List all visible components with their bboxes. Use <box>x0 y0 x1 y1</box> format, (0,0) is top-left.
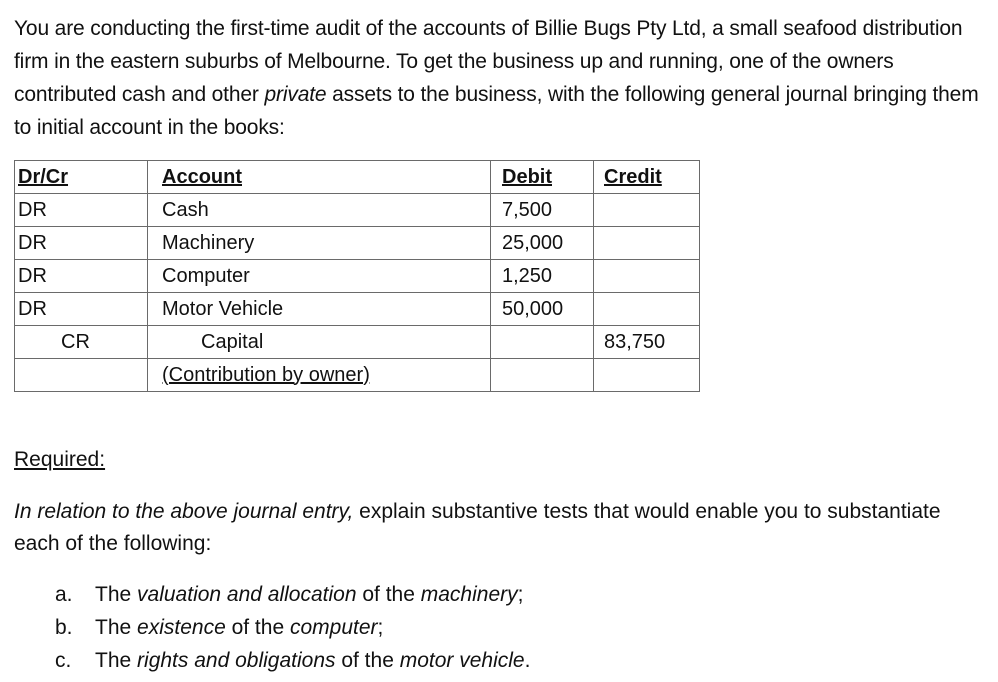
cell-drcr: DR <box>15 260 148 293</box>
cell-drcr: DR <box>15 227 148 260</box>
question-parts-list <box>55 578 530 677</box>
intro-text-2: assets to the business, with the following general journal bringing them to initial account in the books: <box>14 83 979 139</box>
part-text: of the <box>356 583 421 606</box>
intro-text-1: You are conducting the first-time audit of the accounts of Billie Bugs Pty Ltd, a small seafood distribution firm in the eastern suburbs of Melbourne. To get the business up and running, one of the owners contributed cash and other <box>14 17 963 106</box>
cell-drcr: CR <box>15 326 148 359</box>
part-emphasis: machinery <box>420 583 518 606</box>
cell-debit <box>491 326 594 359</box>
cell-account: Cash <box>148 194 491 227</box>
cell-debit <box>491 359 594 392</box>
part-text: The <box>95 616 138 639</box>
list-item <box>55 644 530 677</box>
cell-account: Capital <box>148 326 491 359</box>
cell-drcr <box>15 359 148 392</box>
journal-row <box>15 326 700 359</box>
question-rest: explain substantive tests that would enable you to substantiate each of the following: <box>14 500 941 555</box>
part-emphasis: existence <box>137 616 226 639</box>
header-drcr: Dr/Cr <box>15 161 148 194</box>
intro-emphasis: private <box>264 83 327 106</box>
journal-table <box>14 160 700 392</box>
part-text: The <box>95 649 138 672</box>
cell-account: Machinery <box>148 227 491 260</box>
cell-credit <box>594 293 700 326</box>
cell-credit <box>594 227 700 260</box>
cell-account: Computer <box>148 260 491 293</box>
journal-header-row <box>15 161 700 194</box>
cell-drcr: DR <box>15 293 148 326</box>
cell-debit: 1,250 <box>491 260 594 293</box>
list-marker: a. <box>55 583 73 606</box>
question-text <box>14 496 974 560</box>
cell-debit: 50,000 <box>491 293 594 326</box>
list-item <box>55 611 530 644</box>
question-emphasis: In relation to the above journal entry, <box>14 500 354 523</box>
journal-row <box>15 260 700 293</box>
part-emphasis: valuation and allocation <box>137 583 357 606</box>
part-text: ; <box>517 583 524 606</box>
part-text: of the <box>225 616 290 639</box>
journal-row <box>15 194 700 227</box>
journal-row <box>15 227 700 260</box>
cell-credit: 83,750 <box>594 326 700 359</box>
cell-debit: 7,500 <box>491 194 594 227</box>
cell-credit <box>594 260 700 293</box>
intro-paragraph <box>14 12 989 144</box>
part-emphasis: motor vehicle <box>399 649 525 672</box>
required-heading: Required: <box>14 448 106 471</box>
part-text: of the <box>335 649 400 672</box>
part-emphasis: rights and obligations <box>137 649 336 672</box>
cell-credit <box>594 359 700 392</box>
part-text: . <box>524 649 531 672</box>
part-text: The <box>95 583 138 606</box>
header-account: Account <box>148 161 491 194</box>
journal-row <box>15 359 700 392</box>
cell-drcr: DR <box>15 194 148 227</box>
header-debit: Debit <box>491 161 594 194</box>
part-emphasis: computer <box>289 616 378 639</box>
list-marker: b. <box>55 616 73 639</box>
journal-row <box>15 293 700 326</box>
list-marker: c. <box>55 649 72 672</box>
cell-account-narration: (Contribution by owner) <box>148 359 491 392</box>
header-credit: Credit <box>594 161 700 194</box>
part-text: ; <box>377 616 384 639</box>
cell-account: Motor Vehicle <box>148 293 491 326</box>
cell-debit: 25,000 <box>491 227 594 260</box>
cell-credit <box>594 194 700 227</box>
list-item <box>55 578 530 611</box>
